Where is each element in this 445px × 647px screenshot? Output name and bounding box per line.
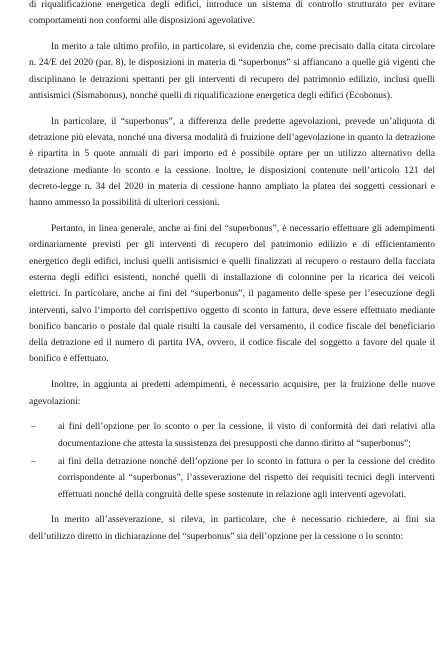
requirements-list [29, 419, 435, 502]
list-item [31, 454, 435, 503]
dash-bullet: – [31, 421, 36, 433]
list-item-text: ai fini dell’opzione per lo sconto o per la cessione, il visto di conformità dei dati relativi alla documentazione che attesta la sussistenza dei presupposti che danno diritto al “superbonus”; [58, 421, 435, 449]
paragraph-4: Pertanto, in linea generale, anche ai fini del “superbonus”, è necessario effettuare gli adempimenti ordinariamente previsti per gli interventi di recupero del patrimonio edilizio e di efficientamento energetico degli edifici, inclusi quelli antisismici e quelli finalizzati al recupero o restauro della facciata esterna degli edifici esistenti, nonché quelli di installazione di colonnine per la ricarica dei veicoli elettrici. In particolare, anche ai fini del “superbonus”, il pagamento delle spese per l’esecuzione degli interventi, salvo l’importo del corrispettivo oggetto di sconto in fattura, deve essere effettuato mediante bonifico bancario o postale dal quale risulti la causale del versamento, il codice fiscale del beneficiario della detrazione ed il numero di partita IVA, ovvero, il codice fiscale del soggetto a favore del quale il bonifico è effettuato. [29, 223, 435, 365]
paragraph-3: In particolare, il “superbonus”, a differenza delle predette agevolazioni, prevede un’aliquota di detrazione più elevata, nonché una diversa modalità di fruizione dell’agevolazione in quanto la detrazione è ripartita in 5 quote annuali di pari importo ed è possibile optare per un utilizzo alternativo della detrazione mediante lo sconto e la cessione. Inoltre, le disposizioni contenute nell’articolo 121 del decreto-legge n. 34 del 2020 in materia di cessione hanno ampliato la platea dei soggetti cessionari e hanno ammesso la possibilità di ulteriori cessioni. [29, 115, 435, 209]
list-item-text: ai fini della detrazione nonché dell’opzione per lo sconto in fattura o per la cessione del credito corrispondente al “superbonus”, l’asseverazione del rispetto dei requisiti tecnici degli interventi effettuati nonché della congruità delle spese sostenute in relazione agli interventi agevolati. [58, 455, 435, 500]
paragraph-1: di riqualificazione energetica degli edifici, introduce un sistema di controllo strutturato per evitare comportamenti non conformi alle disposizioni agevolative. [29, 0, 435, 27]
dash-bullet: – [31, 455, 36, 467]
paragraph-5: Inoltre, in aggiunta ai predetti adempimenti, è necessario acquisire, per la fruizione delle nuove agevolazioni: [29, 379, 435, 407]
list-item [31, 419, 435, 452]
paragraph-closing: In merito all’asseverazione, si rileva, in particolare, che è necessario richiedere, ai fini sia dell’utilizzo diretto in dichiarazione del “superbonus” sia dell’opzione per la cessione o lo sconto: [29, 514, 435, 542]
paragraph-2: In merito a tale ultimo profilo, in particolare, si evidenzia che, come precisato dalla citata circolare n. 24/E del 2020 (par. 8), le disposizioni in materia di “superbonus” si affiancano a quelle già vigenti che disciplinano le detrazioni spettanti per gli interventi di recupero del patrimonio edilizio, inclusi quelli antisismici (Sismabonus), nonché quelli di riqualificazione energetica degli edifici (Ecobonus). [29, 41, 435, 101]
